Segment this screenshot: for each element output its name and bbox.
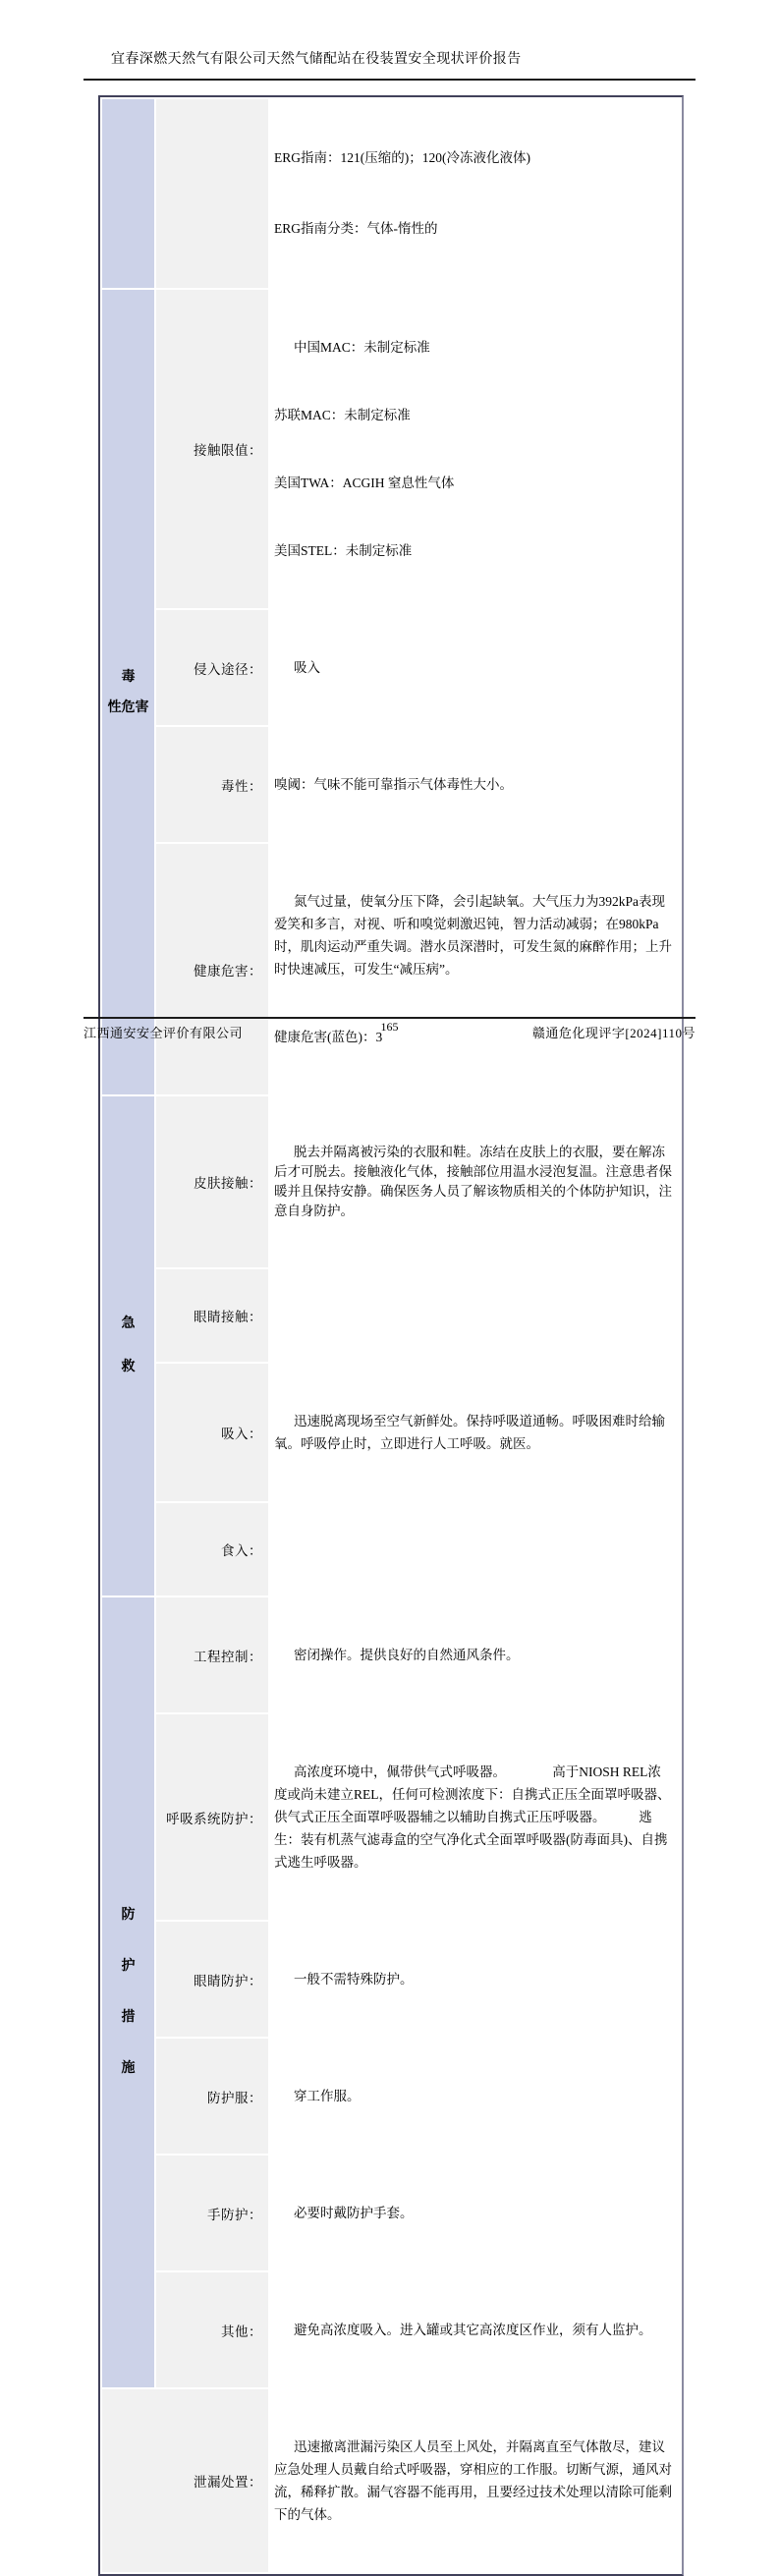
table-row-leak-disposal xyxy=(102,2389,680,2572)
row-content-entry-route xyxy=(270,610,680,725)
row-content-engineering-control xyxy=(270,1597,680,1712)
page-number: 165 xyxy=(380,1020,399,1034)
content-line: 吸入 xyxy=(294,660,320,675)
content-paragraph: 避免高浓度吸入。进入罐或其它高浓度区作业，须有人监护。 xyxy=(294,2323,652,2337)
table-row-exposure-limits xyxy=(102,290,680,608)
page-title: 宜春深燃天然气有限公司天然气储配站在役装置安全现状评价报告 xyxy=(111,52,522,67)
content-line: 嗅阈：气味不能可靠指示气体毒性大小。 xyxy=(274,777,513,792)
content-paragraph: 密闭操作。提供良好的自然通风条件。 xyxy=(294,1648,520,1662)
row-content-eye-contact xyxy=(270,1269,680,1362)
table-row-respiratory-protection xyxy=(102,1714,680,1920)
row-label-other-protection: 其他： xyxy=(156,2272,268,2387)
row-label-respiratory-protection: 呼吸系统防护： xyxy=(156,1714,268,1920)
section-header-text: 性危害 xyxy=(107,700,149,715)
table-row-erg xyxy=(102,99,680,288)
row-label-skin-contact: 皮肤接触： xyxy=(156,1096,268,1267)
content-line: 苏联MAC：未制定标准 xyxy=(274,408,411,422)
section-header-protection xyxy=(102,1597,154,2387)
row-content-skin-contact xyxy=(270,1096,680,1267)
table-row-other-protection xyxy=(102,2272,680,2387)
content-line: 美国STEL：未制定标准 xyxy=(274,543,413,558)
row-label-ingestion: 食入： xyxy=(156,1503,268,1596)
section-header-text: 护 xyxy=(121,1959,136,1974)
table-row-entry-route xyxy=(102,610,680,725)
content-paragraph: 高浓度环境中，佩带供气式呼吸器。 高于NIOSH REL浓度或尚未建立REL，任何可检测浓度下：自携式正压全面罩呼吸器、供气式正压全面罩呼吸器辅之以辅助自携式正压呼吸器。 逃生：装有机蒸气滤毒盒的空气净化式全面罩呼吸器(防毒面具)、自携式逃生呼吸器。 xyxy=(274,1764,671,1870)
row-label-eye-contact: 眼睛接触： xyxy=(156,1269,268,1362)
table-row-hand-protection xyxy=(102,2156,680,2270)
section-header-text: 施 xyxy=(121,2061,136,2076)
label-cell-erg-empty xyxy=(156,99,268,288)
msds-table xyxy=(98,95,684,2576)
section-cell-erg-empty xyxy=(102,99,154,288)
footer-rule xyxy=(83,1017,696,1019)
table-row-health-hazard xyxy=(102,844,680,1094)
row-content-eye-protection xyxy=(270,1922,680,2037)
row-label-hand-protection: 手防护： xyxy=(156,2156,268,2270)
content-paragraph: 必要时戴防护手套。 xyxy=(294,2206,414,2220)
section-header-text: 毒 xyxy=(121,669,136,685)
table-row-ingestion xyxy=(102,1503,680,1596)
content-paragraph: 穿工作服。 xyxy=(294,2089,361,2103)
table-row-eye-protection xyxy=(102,1922,680,2037)
row-label-inhalation: 吸入： xyxy=(156,1364,268,1501)
row-content-respiratory-protection xyxy=(270,1714,680,1920)
row-label-health-hazard: 健康危害： xyxy=(156,844,268,1094)
section-header-text: 急 xyxy=(121,1316,136,1331)
row-content-inhalation xyxy=(270,1364,680,1501)
table-row-inhalation xyxy=(102,1364,680,1501)
table-row-toxicity xyxy=(102,727,680,842)
row-label-eye-protection: 眼睛防护： xyxy=(156,1922,268,2037)
footer-company: 江西通安安全评价有限公司 xyxy=(83,1026,244,1040)
table-row-skin-contact xyxy=(102,1096,680,1267)
row-content-toxicity xyxy=(270,727,680,842)
row-label-entry-route: 侵入途径： xyxy=(156,610,268,725)
erg-content-cell xyxy=(270,99,680,288)
row-label-engineering-control: 工程控制： xyxy=(156,1597,268,1712)
content-paragraph: 迅速撤离泄漏污染区人员至上风处，并隔离直至气体散尽，建议应急处理人员戴自给式呼吸器，穿相应的工作服。切断气源，通风对流，稀释扩散。漏气容器不能再用，且要经过技术处理以清除可能剩下的气体。 xyxy=(274,2439,672,2522)
content-paragraph: 健康危害(蓝色)：3 xyxy=(274,1030,383,1044)
section-header-first-aid xyxy=(102,1096,154,1596)
content-line: 中国MAC：未制定标准 xyxy=(294,340,430,355)
row-label-toxicity: 毒性： xyxy=(156,727,268,842)
content-paragraph: 氮气过量，使氧分压下降，会引起缺氧。大气压力为392kPa表现爱笑和多言，对视、听和嗅觉刺激迟钝，智力活动减弱；在980kPa时，肌肉运动严重失调。潜水员深潜时，可发生氮的麻醉作用；上升时快速减压，可发生“减压病”。 xyxy=(274,894,672,977)
row-content-exposure-limits xyxy=(270,290,680,608)
section-header-toxicity xyxy=(102,290,154,1094)
row-label-exposure-limits: 接触限值： xyxy=(156,290,268,608)
row-content-leak-disposal xyxy=(270,2389,680,2572)
footer-doc-number: 赣通危化现评字[2024]110号 xyxy=(531,1026,696,1040)
section-header-text: 措 xyxy=(121,2010,136,2025)
row-content-protective-clothing xyxy=(270,2039,680,2154)
content-paragraph: 一般不需特殊防护。 xyxy=(294,1972,414,1987)
table-row-eye-contact xyxy=(102,1269,680,1362)
header-rule xyxy=(83,79,696,81)
section-header-text: 防 xyxy=(121,1908,136,1923)
content-paragraph: 脱去并隔离被污染的衣服和鞋。冻结在皮肤上的衣服，要在解冻后才可脱去。接触液化气体，接触部位用温水浸泡复温。注意患者保暖并且保持安静。确保医务人员了解该物质相关的个体防护知识，注意自身防护。 xyxy=(274,1145,672,1218)
row-content-health-hazard xyxy=(270,844,680,1094)
content-paragraph: 迅速脱离现场至空气新鲜处。保持呼吸道通畅。呼吸困难时给输氧。呼吸停止时，立即进行人工呼吸。就医。 xyxy=(274,1414,665,1451)
content-line: 美国TWA：ACGIH 窒息性气体 xyxy=(274,476,455,490)
erg-class-text: ERG指南分类：气体-惰性的 xyxy=(274,221,438,236)
row-content-other-protection xyxy=(270,2272,680,2387)
row-content-hand-protection xyxy=(270,2156,680,2270)
row-label-leak-disposal: 泄漏处置： xyxy=(102,2389,268,2572)
table-row-protective-clothing xyxy=(102,2039,680,2154)
erg-guide-text: ERG指南：121(压缩的)；120(冷冻液化液体) xyxy=(274,150,530,165)
section-header-text: 救 xyxy=(121,1360,136,1374)
row-label-protective-clothing: 防护服： xyxy=(156,2039,268,2154)
table-row-engineering-control xyxy=(102,1597,680,1712)
row-content-ingestion xyxy=(270,1503,680,1596)
